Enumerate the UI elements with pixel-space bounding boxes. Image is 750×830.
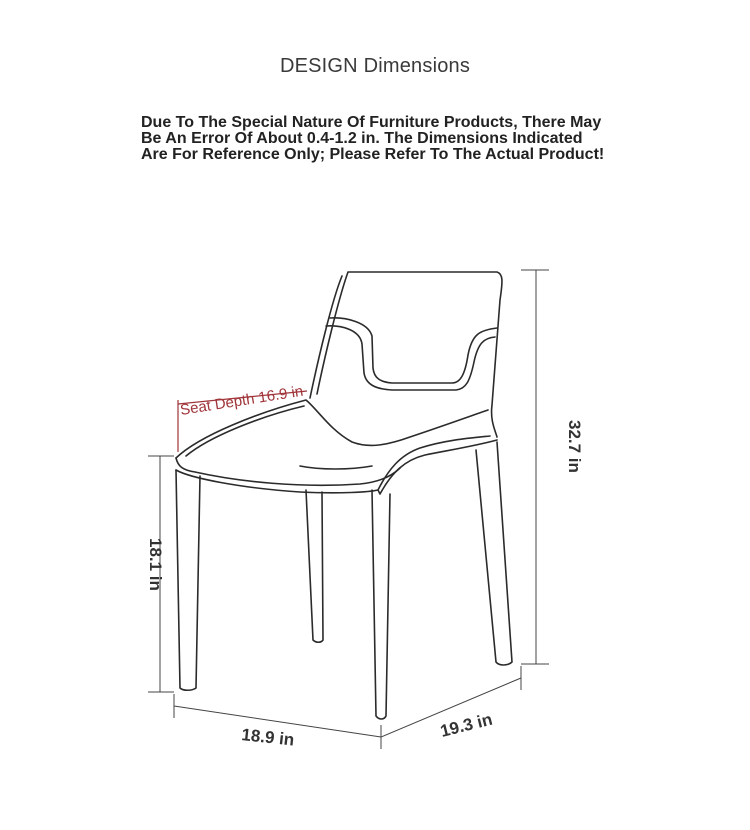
seat-height-label: 18.1 in	[146, 538, 165, 591]
chair-leg-back-right	[476, 442, 512, 665]
chair-seat-side	[378, 436, 490, 490]
chair-seat-crease	[300, 466, 372, 469]
chair-back-cushion-outer	[326, 326, 495, 390]
chair-leg-front-right	[372, 490, 390, 719]
chair-seat-front	[176, 458, 400, 485]
chair-drawing	[176, 272, 512, 719]
depth-label: 19.3 in	[438, 709, 495, 741]
disclaimer-line-1: Due To The Special Nature Of Furniture Products, There May	[141, 114, 602, 131]
chair-leg-back-left	[306, 490, 323, 642]
page-title: DESIGN Dimensions	[279, 55, 471, 77]
disclaimer-line-2: Be An Error Of About 0.4-1.2 in. The Dimensions Indicated	[141, 130, 583, 147]
width-label: 18.9 in	[240, 725, 296, 750]
total-height-label: 32.7 in	[565, 420, 584, 473]
dimension-lines	[148, 270, 549, 749]
disclaimer-line-3: Are For Reference Only; Please Refer To The Actual Product!	[141, 146, 605, 163]
chair-seat-front-lower	[176, 470, 378, 493]
chair-backrest-inner	[310, 276, 342, 398]
chair-backrest-outer	[317, 272, 502, 437]
chair-leg-front-left	[176, 470, 200, 690]
seat-depth-label: Seat Depth 16.9 in	[178, 382, 305, 419]
